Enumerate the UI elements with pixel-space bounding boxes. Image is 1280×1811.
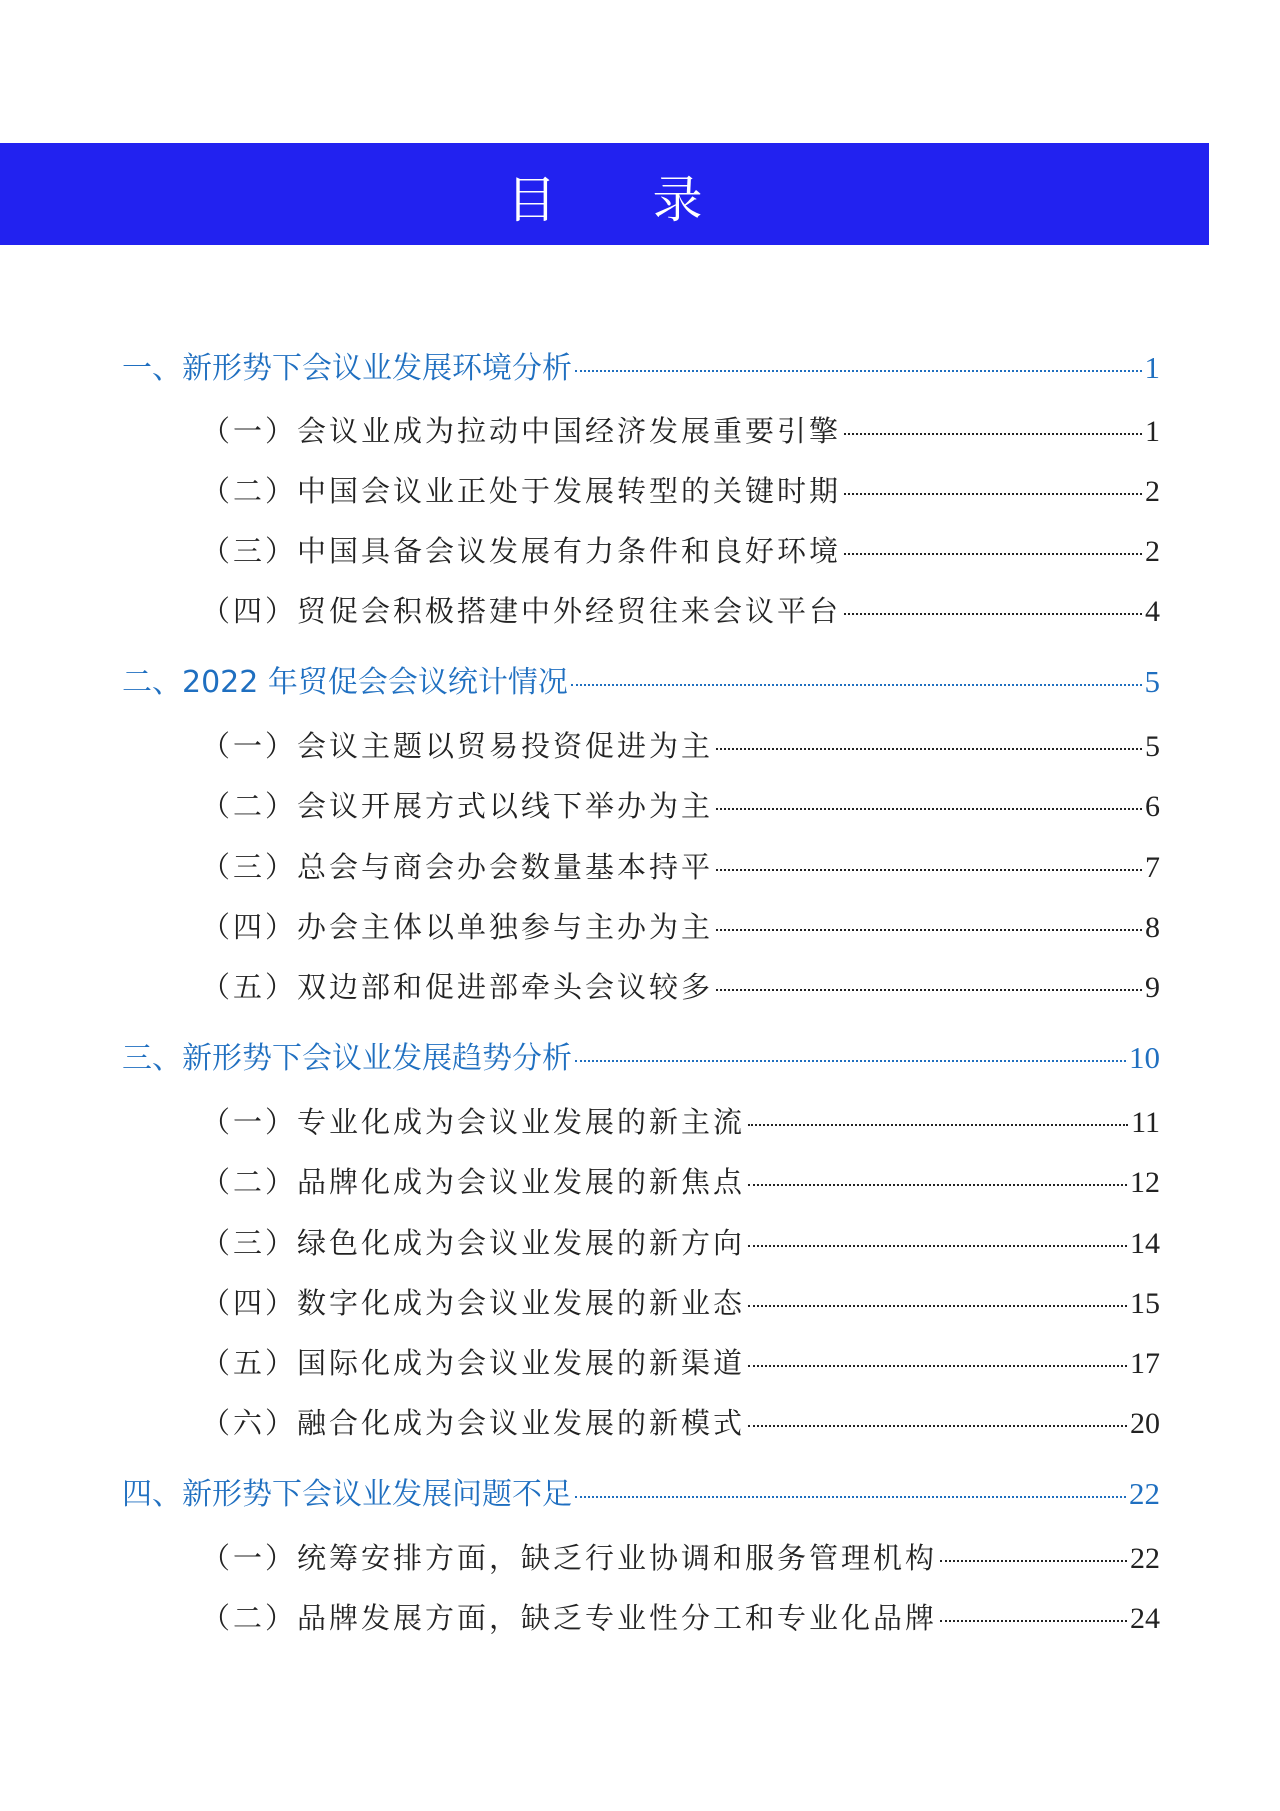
toc-page-number: 20 [1130,1407,1160,1440]
toc-entry-label: （二）会议开展方式以线下举办为主 [201,789,714,823]
toc-page-number: 2 [1145,535,1160,568]
toc-section-2-2[interactable] [201,784,1160,828]
toc-section-4-2[interactable] [201,1596,1160,1640]
toc-entry-label: （二）品牌发展方面，缺乏专业性分工和专业化品牌 [201,1601,938,1635]
dot-leader [748,1425,1127,1427]
toc-title: 目 录 [506,171,743,229]
toc-page-number: 24 [1130,1602,1160,1635]
toc-chapter-2[interactable] [122,657,1160,701]
dot-leader [844,493,1142,495]
toc-section-2-3[interactable] [201,845,1160,889]
toc-section-1-4[interactable] [201,589,1160,633]
toc-entry-label: （一）会议业成为拉动中国经济发展重要引擎 [201,414,842,448]
toc-section-1-2[interactable] [201,469,1160,513]
toc-entry-label: （一）统筹安排方面，缺乏行业协调和服务管理机构 [201,1541,938,1575]
toc-page-number: 5 [1145,730,1160,763]
dot-leader [940,1560,1127,1562]
toc-page-number: 1 [1145,415,1160,448]
toc-page-number: 11 [1131,1106,1160,1139]
dot-leader [716,808,1142,810]
toc-entry-label: （五）国际化成为会议业发展的新渠道 [201,1346,746,1380]
toc-entry-label: （五）双边部和促进部牵头会议较多 [201,970,714,1004]
toc-chapter-4[interactable] [122,1469,1160,1513]
dot-leader [844,613,1142,615]
toc-section-3-5[interactable] [201,1341,1160,1385]
toc-section-2-4[interactable] [201,905,1160,949]
dot-leader [575,1060,1126,1062]
toc-chapter-1[interactable] [122,343,1160,387]
toc-entry-label: （四）办会主体以单独参与主办为主 [201,910,714,944]
toc-section-3-2[interactable] [201,1160,1160,1204]
toc-entry-label: 一、新形势下会议业发展环境分析 [122,351,572,386]
toc-page-number: 5 [1144,664,1160,699]
toc-page-number: 8 [1145,911,1160,944]
dot-leader [748,1124,1128,1126]
toc-section-3-3[interactable] [201,1221,1160,1265]
toc-entry-label: （四）数字化成为会议业发展的新业态 [201,1286,746,1320]
toc-entry-label: 三、新形势下会议业发展趋势分析 [122,1041,572,1076]
toc-section-3-1[interactable] [201,1100,1160,1144]
dot-leader [748,1184,1127,1186]
toc-entry-label: 二、2022 年贸促会会议统计情况 [122,665,568,700]
toc-page-number: 14 [1130,1227,1160,1260]
toc-page-number: 7 [1145,851,1160,884]
dot-leader [748,1365,1127,1367]
toc-page-number: 2 [1145,475,1160,508]
toc-page-number: 17 [1130,1347,1160,1380]
toc-section-1-3[interactable] [201,529,1160,573]
toc-entry-label: （三）总会与商会办会数量基本持平 [201,850,714,884]
dot-leader [716,748,1142,750]
dot-leader [716,929,1142,931]
toc-page-number: 9 [1145,971,1160,1004]
toc-entry-label: （三）中国具备会议发展有力条件和良好环境 [201,534,842,568]
toc-entry-label: （一）专业化成为会议业发展的新主流 [201,1105,746,1139]
toc-page-number: 12 [1130,1166,1160,1199]
toc-entry-label: （二）中国会议业正处于发展转型的关键时期 [201,474,842,508]
dot-leader [748,1245,1127,1247]
toc-page-number: 22 [1129,1476,1160,1511]
toc-section-1-1[interactable] [201,409,1160,453]
dot-leader [940,1620,1127,1622]
toc-section-4-1[interactable] [201,1536,1160,1580]
dot-leader [575,1496,1126,1498]
toc-page-number: 6 [1145,790,1160,823]
dot-leader [748,1305,1127,1307]
toc-section-3-6[interactable] [201,1401,1160,1445]
toc-page-number: 10 [1129,1040,1160,1075]
dot-leader [571,684,1142,686]
toc-page-number: 15 [1130,1287,1160,1320]
toc-page-number: 4 [1145,595,1160,628]
toc-entry-label: （六）融合化成为会议业发展的新模式 [201,1406,746,1440]
toc-page-number: 22 [1130,1542,1160,1575]
toc-section-2-1[interactable] [201,724,1160,768]
toc-entry-label: （四）贸促会积极搭建中外经贸往来会议平台 [201,594,842,628]
dot-leader [575,370,1142,372]
toc-entry-label: （一）会议主题以贸易投资促进为主 [201,729,714,763]
dot-leader [844,553,1142,555]
toc-chapter-3[interactable] [122,1033,1160,1077]
toc-section-2-5[interactable] [201,965,1160,1009]
dot-leader [844,433,1142,435]
toc-section-3-4[interactable] [201,1281,1160,1325]
dot-leader [716,869,1142,871]
toc-entry-label: 四、新形势下会议业发展问题不足 [122,1477,572,1512]
toc-page-number: 1 [1144,350,1160,385]
dot-leader [716,989,1142,991]
toc-entry-label: （二）品牌化成为会议业发展的新焦点 [201,1165,746,1199]
toc-entry-label: （三）绿色化成为会议业发展的新方向 [201,1226,746,1260]
